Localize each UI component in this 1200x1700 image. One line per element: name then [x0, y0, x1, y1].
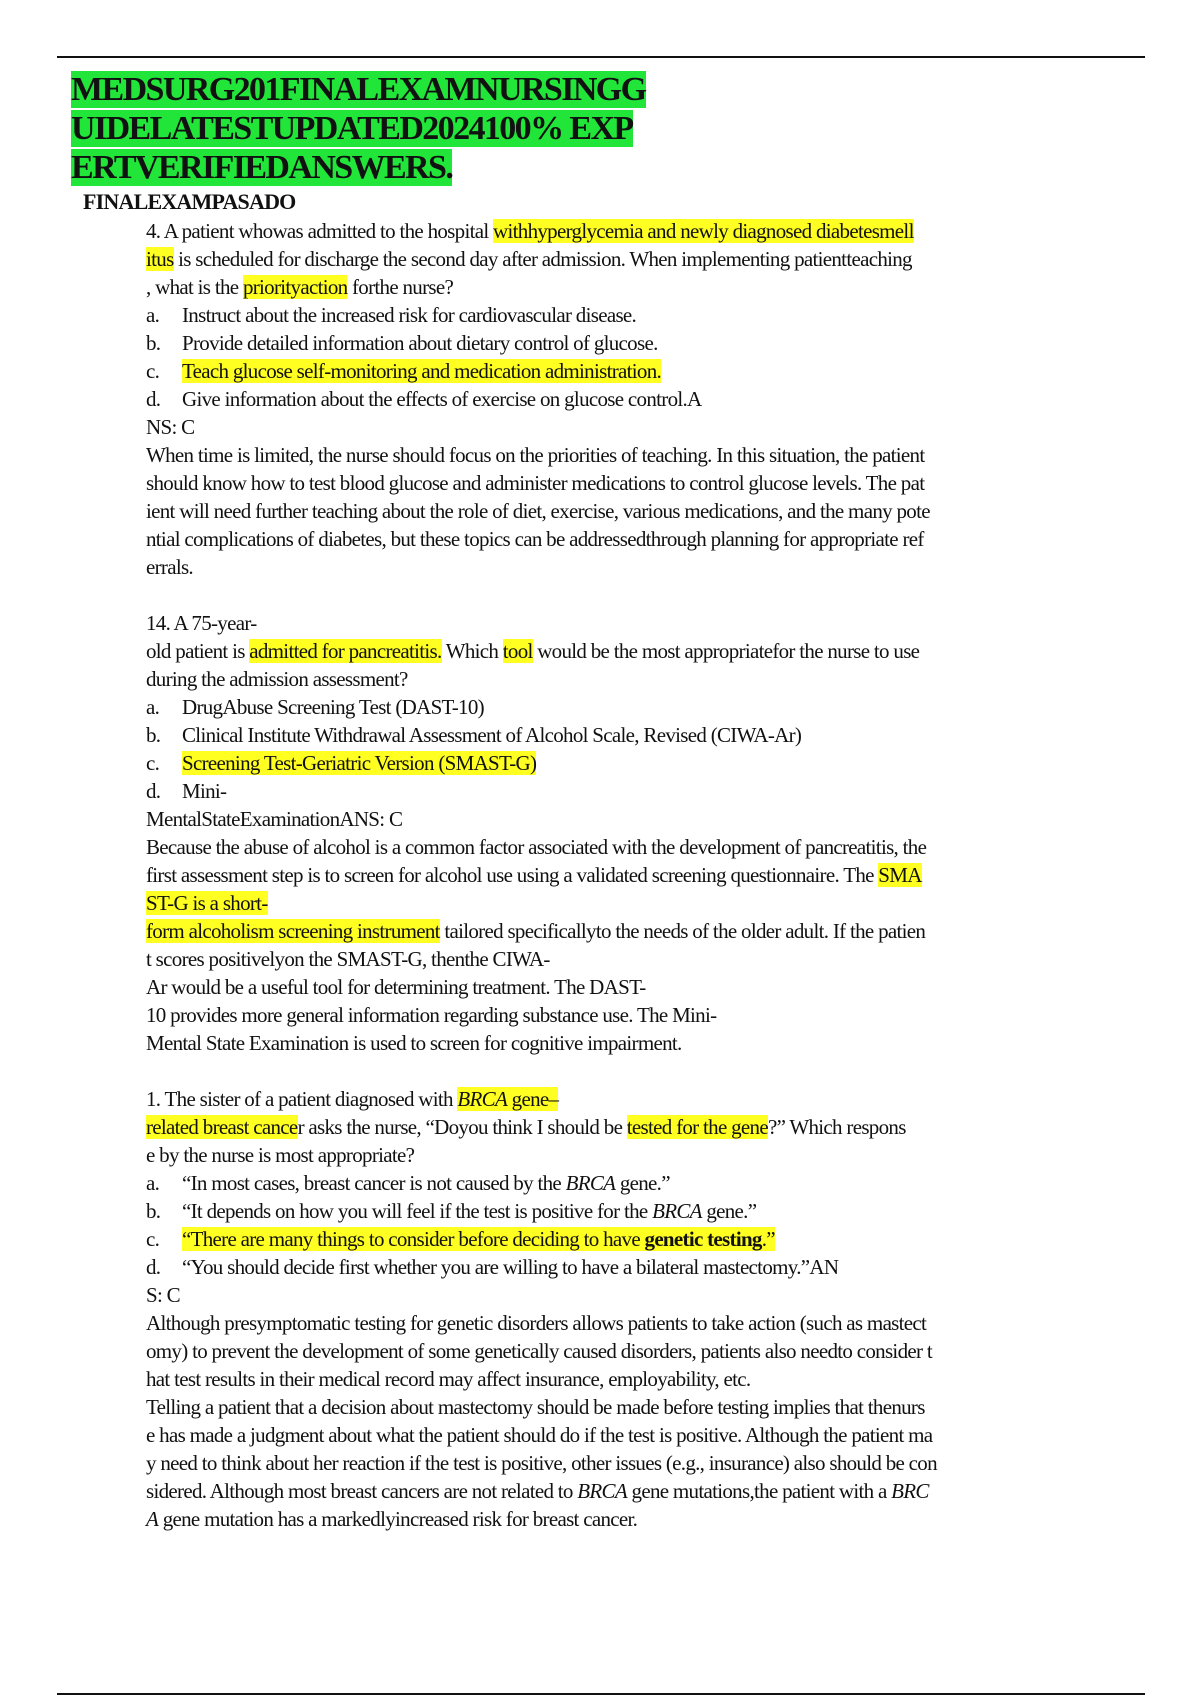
document-body [146, 217, 1096, 1533]
option-b: b. “It depends on how you will feel if the test is positive for the BRCA gene.” [146, 1199, 757, 1223]
highlight: priorityaction [242, 275, 348, 299]
title-line: ERTVERIFIEDANSWERS. [71, 149, 453, 186]
option-d: d. Mini- [146, 779, 227, 803]
option-a: a. Instruct about the increased risk for cardiovascular disease. [146, 303, 637, 327]
stem-text: forthe nurse? [347, 275, 454, 299]
highlight: tool [502, 639, 533, 663]
section-heading: FINALEXAMPASADO [83, 189, 296, 214]
option-d: d. Give information about the effects of exercise on glucose control.A [146, 387, 702, 411]
option-c: c. Screening Test-Geriatric Version (SMAST-G) [146, 751, 537, 775]
title-line: MEDSURG201FINALEXAMNURSINGG [71, 71, 646, 108]
option-c: c. “There are many things to consider before deciding to have genetic testing.” [146, 1227, 775, 1251]
bottom-rule [57, 1693, 1145, 1695]
highlight: form alcoholism screening instrument [146, 919, 440, 943]
rationale: Because the abuse of alcohol is a common factor associated with the development of pancreatitis, the first assessment step is to screen for alcohol use using a validated screening questionnaire. The SMA ST-G is a short- form alcoholism screening instrument tailored specificallyto the needs of the older adult. If the patien t scores positivelyon the SMAST-G, thenthe CIWA- Ar would be a useful tool for determining treatment. The DAST- 10 provides more general information regarding substance use. The Mini- Mental State Examination is used to screen for cognitive impairment. [146, 835, 927, 1055]
answer-key: S: C [146, 1283, 180, 1307]
rationale: Although presymptomatic testing for genetic disorders allows patients to take action (such as mastect omy) to prevent the development of some genetically caused disorders, patients also needto consider t hat test results in their medical record may affect insurance, employability, etc. Telling a patient that a decision about mastectomy should be made before testing implies that thenurs e has made a judgment about what the patient should do if the test is positive. Although the patient ma y need to think about her reaction if the test is positive, other issues (e.g., insurance) also should be con sidered. Although most breast cancers are not related to BRCA gene mutations,the patient with a BRC A gene mutation has a markedlyincreased risk for breast cancer. [146, 1311, 937, 1531]
question-stem: 1. The sister of a patient diagnosed with BRCA gene– related breast cancer asks the nurse, “Doyou think I should be tested for the gene?” Which respons e by the nurse is most appropriate? [146, 1087, 906, 1167]
option-b: b. Clinical Institute Withdrawal Assessment of Alcohol Scale, Revised (CIWA-Ar) [146, 723, 802, 747]
question-block [146, 1085, 1096, 1533]
highlight: BRCA gene– [457, 1087, 559, 1111]
option-a: a. DrugAbuse Screening Test (DAST-10) [146, 695, 484, 719]
title-line: UIDELATESTUPDATED2024100% EXP [71, 110, 633, 147]
stem-text: is scheduled for discharge the second day after admission. When implementing patientteaching [173, 247, 912, 271]
highlight: itus [146, 247, 174, 271]
stem-text: , what is the [146, 275, 243, 299]
answer-key: MentalStateExaminationANS: C [146, 807, 403, 831]
highlight: related breast cance [146, 1115, 298, 1139]
option-d: d. “You should decide first whether you are willing to have a bilateral mastectomy.”AN [146, 1255, 839, 1279]
highlight: admitted for pancreatitis. [249, 639, 442, 663]
highlight: SMA [878, 863, 922, 887]
top-rule [57, 56, 1145, 58]
highlight: withhyperglycemia and newly diagnosed diabetesmell [493, 219, 914, 243]
stem-text: 4. A patient whowas admitted to the hospital [146, 219, 494, 243]
question-stem [146, 217, 1096, 301]
document-title [71, 70, 691, 187]
answer-key: NS: C [146, 415, 195, 439]
option-a: a. “In most cases, breast cancer is not caused by the BRCA gene.” [146, 1171, 670, 1195]
question-block [146, 217, 1096, 581]
highlight: tested for the gene [626, 1115, 768, 1139]
option-c: c. Teach glucose self-monitoring and medication administration. [146, 359, 662, 383]
rationale: When time is limited, the nurse should focus on the priorities of teaching. In this situation, the patient should know how to test blood glucose and administer medications to control glucose levels. The pat ient will need further teaching about the role of diet, exercise, various medications, and the many pote ntial complications of diabetes, but these topics can be addressedthrough planning for appropriate ref errals. [146, 443, 930, 579]
option-b: b. Provide detailed information about dietary control of glucose. [146, 331, 658, 355]
question-block [146, 609, 1096, 1057]
highlight: ST-G is a short- [146, 891, 268, 915]
question-stem: 14. A 75-year- old patient is admitted for pancreatitis. Which tool would be the most appropriatefor the nurse to use during the admission assessment? [146, 611, 920, 691]
